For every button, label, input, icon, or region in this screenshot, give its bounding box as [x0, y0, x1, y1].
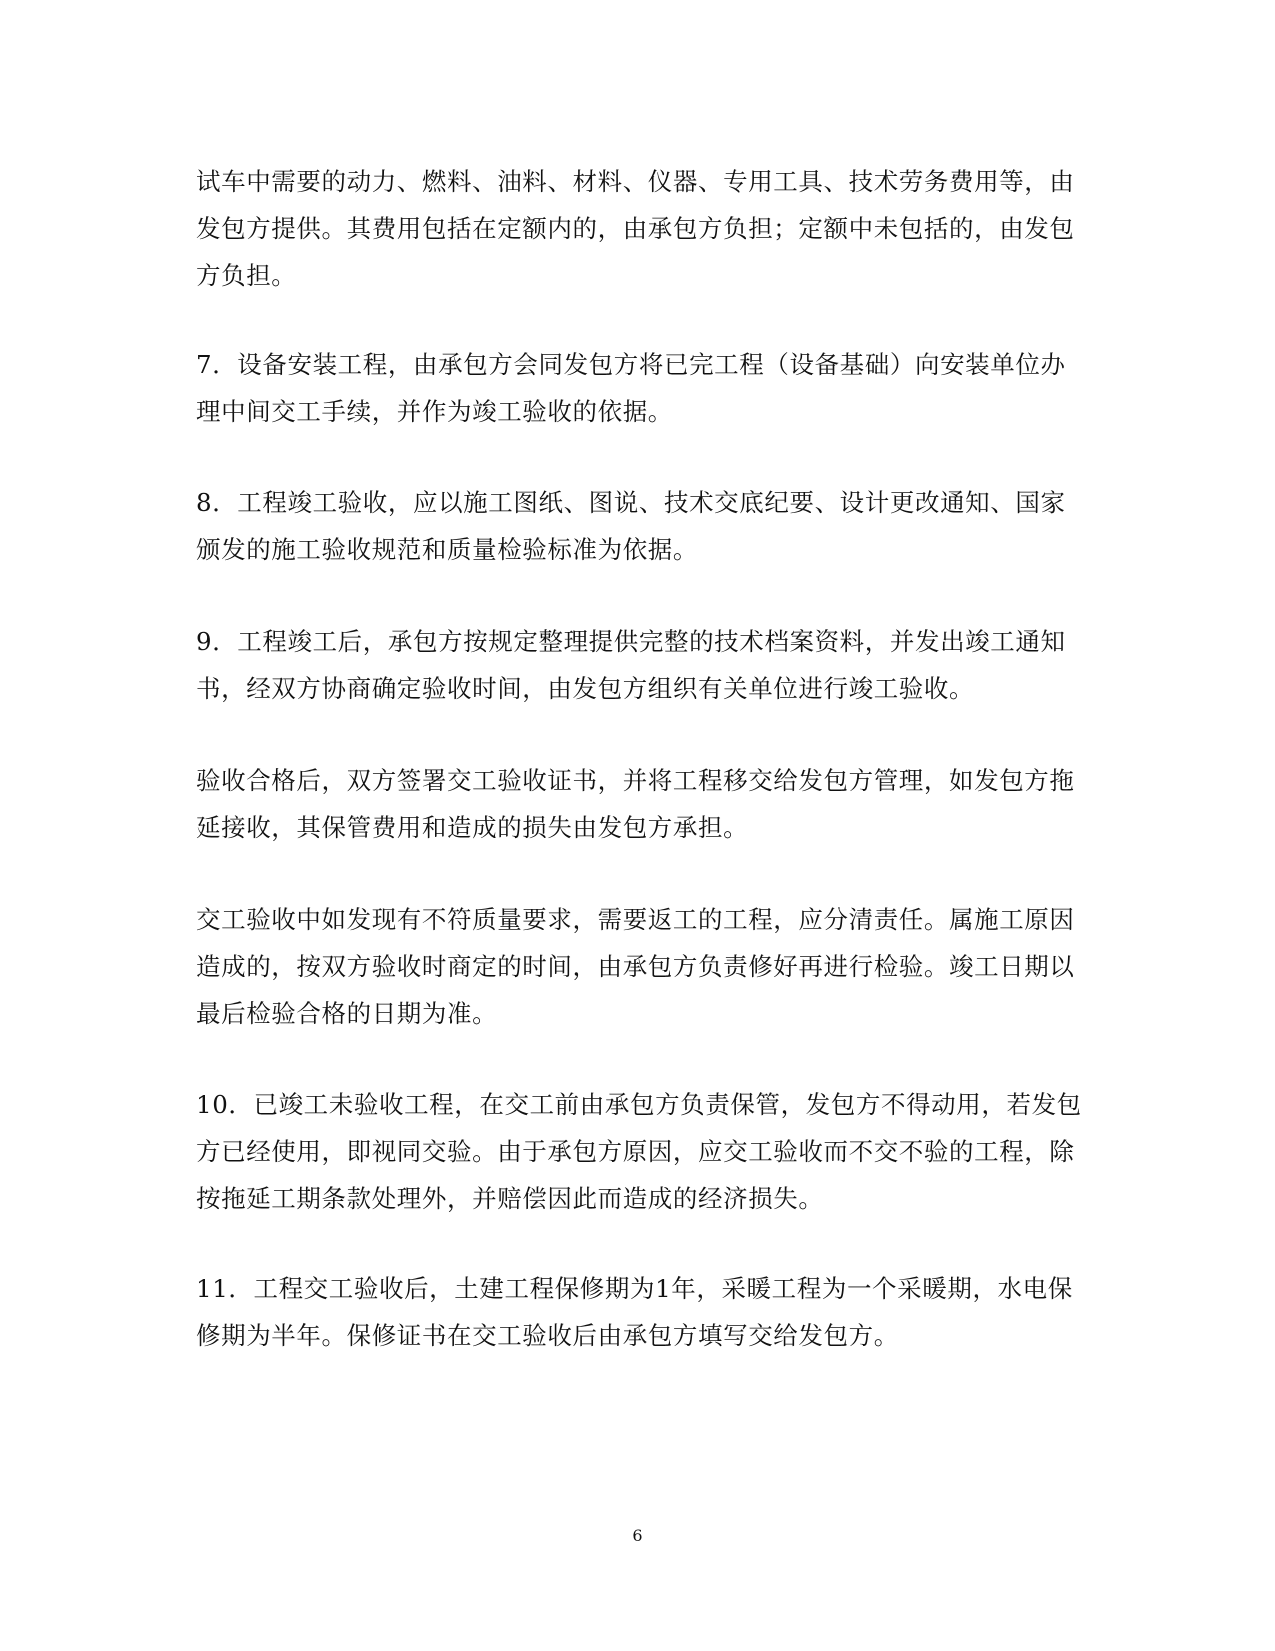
paragraph-rework-responsibility	[196, 896, 1076, 1037]
text-line: 发包方提供。其费用包括在定额内的，由承包方负担；定额中未包括的，由发包	[196, 214, 1075, 243]
paragraph-clause-11	[196, 1265, 1076, 1359]
text-line: 8．工程竣工验收，应以施工图纸、图说、技术交底纪要、设计更改通知、国家	[196, 488, 1066, 517]
text-line: 修期为半年。保修证书在交工验收后由承包方填写交给发包方。	[196, 1321, 899, 1350]
text-line: 9．工程竣工后，承包方按规定整理提供完整的技术档案资料，并发出竣工通知	[196, 627, 1066, 656]
text-line: 颁发的施工验收规范和质量检验标准为依据。	[196, 535, 698, 564]
paragraph-clause-9	[196, 618, 1076, 712]
text-line: 7．设备安装工程，由承包方会同发包方将已完工程（设备基础）向安装单位办	[196, 350, 1066, 379]
paragraph-acceptance-handover	[196, 757, 1076, 851]
text-line: 延接收，其保管费用和造成的损失由发包方承担。	[196, 813, 749, 842]
text-line: 方负担。	[196, 261, 297, 290]
text-line: 理中间交工手续，并作为竣工验收的依据。	[196, 397, 673, 426]
text-line: 书，经双方协商确定验收时间，由发包方组织有关单位进行竣工验收。	[196, 674, 975, 703]
text-line: 11．工程交工验收后，土建工程保修期为1年，采暖工程为一个采暖期，水电保	[196, 1274, 1073, 1303]
text-line: 按拖延工期条款处理外，并赔偿因此而造成的经济损失。	[196, 1184, 824, 1213]
page-number: 6	[632, 1526, 643, 1545]
text-line: 方已经使用，即视同交验。由于承包方原因，应交工验收而不交不验的工程，除	[196, 1137, 1075, 1166]
text-line: 造成的，按双方验收时商定的时间，由承包方负责修好再进行检验。竣工日期以	[196, 952, 1075, 981]
paragraph-clause-10	[196, 1081, 1082, 1222]
text-line: 验收合格后，双方签署交工验收证书，并将工程移交给发包方管理，如发包方拖	[196, 766, 1075, 795]
paragraph-clause-7	[196, 341, 1076, 435]
paragraph-trial-run-costs	[196, 158, 1076, 299]
paragraph-clause-8	[196, 479, 1076, 573]
text-line: 10．已竣工未验收工程，在交工前由承包方负责保管，发包方不得动用，若发包	[196, 1090, 1082, 1119]
text-line: 试车中需要的动力、燃料、油料、材料、仪器、专用工具、技术劳务费用等，由	[196, 167, 1075, 196]
text-line: 交工验收中如发现有不符质量要求，需要返工的工程，应分清责任。属施工原因	[196, 905, 1075, 934]
text-line: 最后检验合格的日期为准。	[196, 999, 498, 1028]
